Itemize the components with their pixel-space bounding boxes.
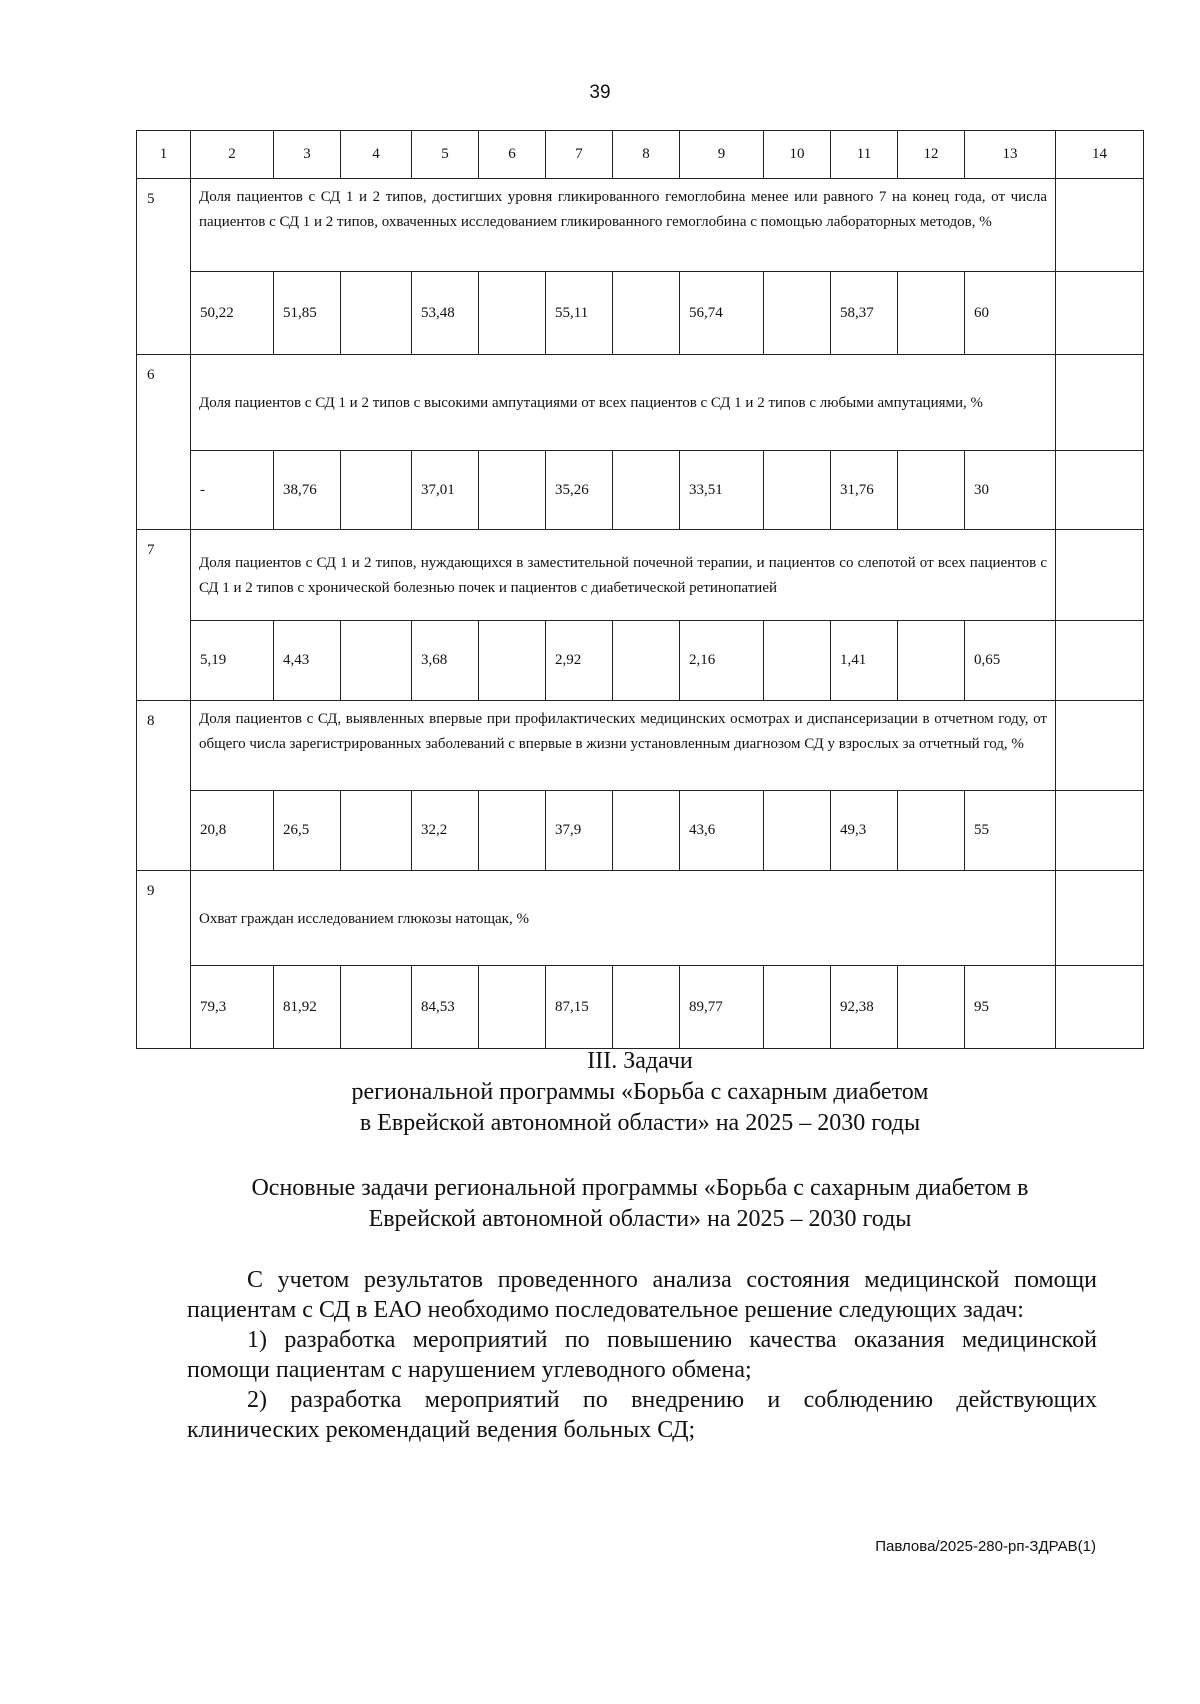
value-cell: 32,2 [412, 791, 479, 871]
indicator-number: 6 [137, 355, 191, 530]
empty-cell [1056, 701, 1144, 791]
value-cell: 84,53 [412, 966, 479, 1049]
value-cell [613, 451, 680, 530]
value-cell [341, 791, 412, 871]
value-cell [764, 272, 831, 355]
table-indicator-values-row [137, 621, 1144, 701]
empty-cell [1056, 355, 1144, 451]
value-cell: 79,3 [191, 966, 274, 1049]
value-cell: 51,85 [274, 272, 341, 355]
value-cell [613, 621, 680, 701]
indicator-title: Доля пациентов с СД, выявленных впервые при профилактических медицинских осмотрах и диспансеризации в отчетном году, от общего числа зарегистрированных заболеваний с впервые в жизни установленным диагнозом СД у взрослых за отчетный год, % [191, 701, 1056, 791]
value-cell: - [191, 451, 274, 530]
value-cell [898, 451, 965, 530]
table-header-cell: 8 [613, 131, 680, 179]
value-cell [479, 966, 546, 1049]
value-cell: 2,92 [546, 621, 613, 701]
value-cell [479, 272, 546, 355]
value-cell [479, 451, 546, 530]
value-cell [341, 272, 412, 355]
sub-heading-line2: Еврейской автономной области» на 2025 – 2030 годы [368, 1206, 912, 1232]
table-indicator-title-row [137, 701, 1144, 791]
table-header-cell: 9 [680, 131, 764, 179]
value-cell: 26,5 [274, 791, 341, 871]
value-cell [1056, 621, 1144, 701]
value-cell: 49,3 [831, 791, 898, 871]
table-header-cell: 5 [412, 131, 479, 179]
value-cell: 50,22 [191, 272, 274, 355]
value-cell: 55,11 [546, 272, 613, 355]
value-cell [898, 966, 965, 1049]
value-cell: 0,65 [965, 621, 1056, 701]
body-text [187, 1265, 1097, 1445]
indicator-title: Охват граждан исследованием глюкозы натощак, % [191, 871, 1056, 966]
value-cell: 81,92 [274, 966, 341, 1049]
value-cell: 55 [965, 791, 1056, 871]
value-cell [764, 791, 831, 871]
value-cell: 38,76 [274, 451, 341, 530]
indicator-number: 7 [137, 530, 191, 701]
table-indicator-values-row [137, 791, 1144, 871]
sub-heading-line1: Основные задачи региональной программы «Борьба с сахарным диабетом в [251, 1175, 1029, 1201]
page-number: 39 [589, 82, 611, 103]
table-header-cell: 4 [341, 131, 412, 179]
value-cell: 3,68 [412, 621, 479, 701]
value-cell [1056, 966, 1144, 1049]
value-cell [341, 966, 412, 1049]
table-indicator-title-row [137, 530, 1144, 621]
table-indicator-title-row [137, 871, 1144, 966]
table-header-row [137, 131, 1144, 179]
table-header-cell: 13 [965, 131, 1056, 179]
table-header-cell: 1 [137, 131, 191, 179]
section-heading-line3: в Еврейской автономной области» на 2025 – 2030 годы [359, 1110, 921, 1136]
value-cell: 1,41 [831, 621, 898, 701]
empty-cell [1056, 871, 1144, 966]
value-cell [341, 621, 412, 701]
value-cell: 95 [965, 966, 1056, 1049]
indicator-title: Доля пациентов с СД 1 и 2 типов, достигших уровня гликированного гемоглобина менее или равного 7 на конец года, от числа пациентов с СД 1 и 2 типов, охваченных исследованием гликированного гемоглобина с помощью лабораторных методов, % [191, 179, 1056, 272]
empty-cell [1056, 530, 1144, 621]
value-cell: 33,51 [680, 451, 764, 530]
value-cell [479, 791, 546, 871]
value-cell: 53,48 [412, 272, 479, 355]
table-indicator-values-row [137, 966, 1144, 1049]
table-indicator-title-row [137, 179, 1144, 272]
value-cell [898, 791, 965, 871]
value-cell [1056, 272, 1144, 355]
table-header-cell: 14 [1056, 131, 1144, 179]
table-header-cell: 12 [898, 131, 965, 179]
value-cell [764, 621, 831, 701]
value-cell [613, 791, 680, 871]
value-cell [898, 272, 965, 355]
value-cell [1056, 451, 1144, 530]
value-cell: 30 [965, 451, 1056, 530]
value-cell [898, 621, 965, 701]
section-heading [0, 1046, 1200, 1139]
indicators-table [136, 130, 1144, 1049]
table-header-cell: 11 [831, 131, 898, 179]
value-cell: 56,74 [680, 272, 764, 355]
indicator-title: Доля пациентов с СД 1 и 2 типов с высокими ампутациями от всех пациентов с СД 1 и 2 типов с любыми ампутациями, % [191, 355, 1056, 451]
body-intro: С учетом результатов проведенного анализа состояния медицинской помощи пациентам с СД в ЕАО необходимо последовательное решение следующих задач: [187, 1267, 1097, 1323]
body-item-1: 1) разработка мероприятий по повышению качества оказания медицинской помощи пациентам с нарушением углеводного обмена; [187, 1327, 1097, 1383]
indicator-title: Доля пациентов с СД 1 и 2 типов, нуждающихся в заместительной почечной терапии, и пациентов со слепотой от всех пациентов с СД 1 и 2 типов с хронической болезнью почек и пациентов с диабетической ретинопатией [191, 530, 1056, 621]
value-cell: 4,43 [274, 621, 341, 701]
value-cell: 35,26 [546, 451, 613, 530]
value-cell [479, 621, 546, 701]
value-cell [613, 272, 680, 355]
value-cell [1056, 791, 1144, 871]
table-header-cell: 6 [479, 131, 546, 179]
indicator-number: 5 [137, 179, 191, 355]
value-cell: 37,9 [546, 791, 613, 871]
table-header-cell: 2 [191, 131, 274, 179]
table-indicator-values-row [137, 272, 1144, 355]
table-header-cell: 3 [274, 131, 341, 179]
value-cell: 92,38 [831, 966, 898, 1049]
value-cell: 5,19 [191, 621, 274, 701]
value-cell [613, 966, 680, 1049]
table-indicator-values-row [137, 451, 1144, 530]
empty-cell [1056, 179, 1144, 272]
indicator-number: 8 [137, 701, 191, 871]
value-cell: 58,37 [831, 272, 898, 355]
table-header-cell: 10 [764, 131, 831, 179]
value-cell: 37,01 [412, 451, 479, 530]
section-heading-line2: региональной программы «Борьба с сахарным диабетом [351, 1079, 929, 1105]
value-cell: 43,6 [680, 791, 764, 871]
value-cell: 20,8 [191, 791, 274, 871]
table-header-cell: 7 [546, 131, 613, 179]
value-cell: 31,76 [831, 451, 898, 530]
body-item-2: 2) разработка мероприятий по внедрению и соблюдению действующих клинических рекомендаций ведения больных СД; [187, 1387, 1097, 1443]
value-cell: 60 [965, 272, 1056, 355]
value-cell [764, 451, 831, 530]
value-cell: 2,16 [680, 621, 764, 701]
value-cell: 87,15 [546, 966, 613, 1049]
section-heading-line1: III. Задачи [587, 1048, 693, 1074]
value-cell: 89,77 [680, 966, 764, 1049]
value-cell [341, 451, 412, 530]
table-indicator-title-row [137, 355, 1144, 451]
indicator-number: 9 [137, 871, 191, 1049]
value-cell [764, 966, 831, 1049]
sub-heading [0, 1173, 1200, 1235]
footer-reference: Павлова/2025-280-рп-ЗДРАВ(1) [875, 1538, 1096, 1555]
